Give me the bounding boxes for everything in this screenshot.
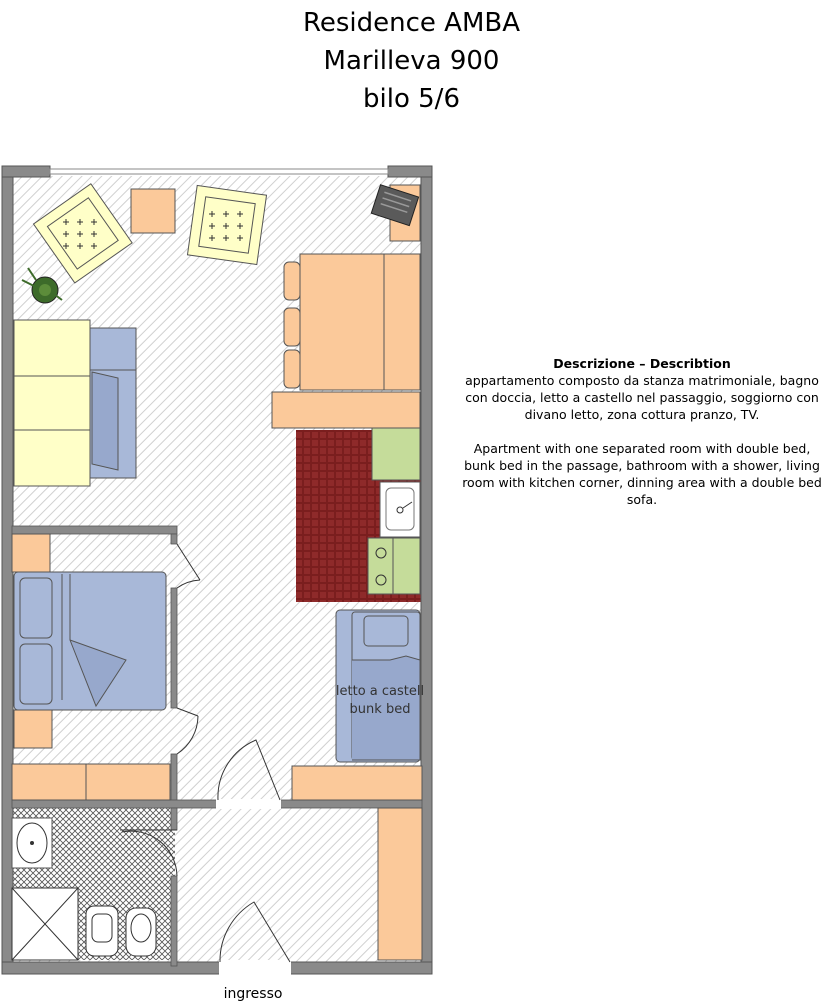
washbasin-icon	[12, 818, 52, 868]
sofa-bed	[14, 320, 136, 486]
window	[50, 169, 388, 174]
description-panel	[462, 355, 822, 525]
armchair-right	[187, 185, 266, 264]
shower-icon	[12, 888, 78, 960]
bunk-bed-label-it: letto a castell	[335, 684, 425, 699]
coffee-table	[131, 189, 175, 233]
entrance-label: ingresso	[223, 986, 283, 1002]
bunk-bed-label-en: bunk bed	[349, 702, 411, 717]
title-line-2: Marilleva 900	[323, 46, 500, 76]
bidet-icon	[86, 906, 118, 956]
description-heading: Descrizione – Describtion	[553, 356, 731, 371]
title-line-1: Residence AMBA	[302, 8, 521, 38]
description-italian: appartamento composto da stanza matrimoniale, bagno con doccia, letto a castello nel passaggio, soggiorno con divano letto, zona cottura pranzo, TV.	[465, 373, 819, 422]
toilet-icon	[126, 908, 156, 956]
dining-table	[284, 254, 420, 390]
description-english: Apartment with one separated room with double bed, bunk bed in the passage, bathroom with a shower, living room with kitchen corner, dinning area with a double bed sofa.	[462, 441, 822, 507]
floor-plan	[0, 160, 450, 980]
title-line-3: bilo 5/6	[363, 84, 460, 114]
bunk-bed-label	[330, 683, 430, 719]
